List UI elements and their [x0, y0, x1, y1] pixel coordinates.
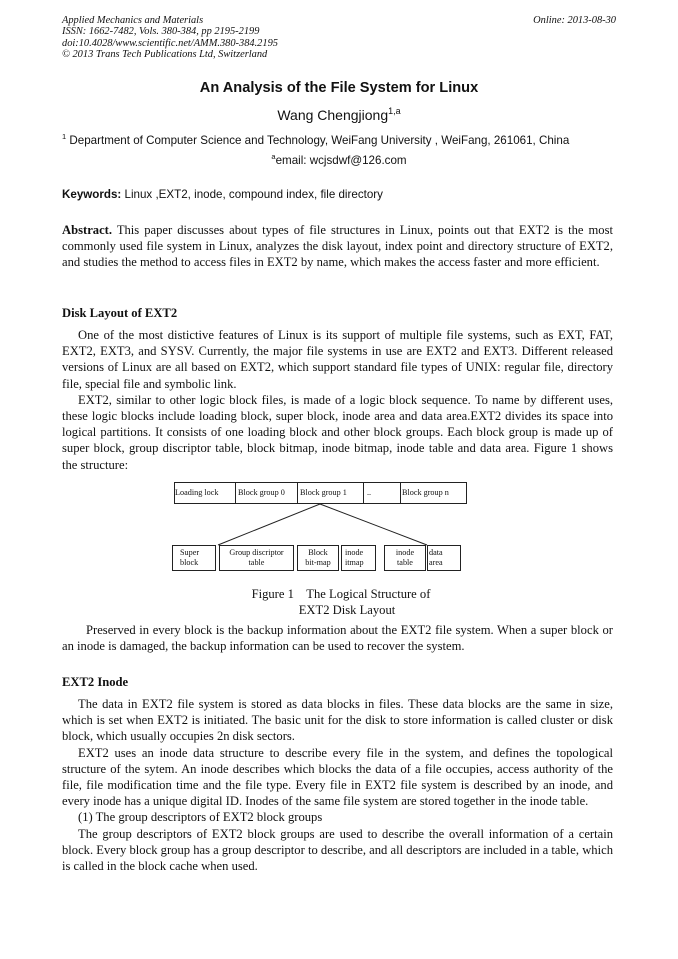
disk-layout-body-continued [62, 622, 613, 654]
paragraph: The data in EXT2 file system is stored as data blocks in files. These data blocks are the same in size, which is set when EXT2 is initiated. The basic unit for the disk to store information is called cluster or disk block, which usually occupies 2n disk sectors. [62, 697, 613, 744]
email-text: email: wcjsdwf@126.com [275, 154, 407, 167]
copyright-line: © 2013 Trans Tech Publications Ltd, Switzerland [62, 48, 268, 60]
block-label: table [397, 557, 413, 567]
diagram-top-block: Loading lock [174, 482, 236, 504]
block-label: area [429, 557, 443, 567]
email-sup: a [271, 152, 276, 161]
keywords-label: Keywords: [62, 188, 122, 201]
section-heading-disk-layout: Disk Layout of EXT2 [62, 306, 178, 320]
abstract-label: Abstract. [62, 223, 113, 237]
keywords-text: Linux ,EXT2, inode, compound index, file directory [124, 188, 383, 201]
block-label: block [180, 557, 199, 567]
block-label: Block [308, 548, 328, 557]
block-label: table [248, 557, 265, 567]
diagram-bottom-block [427, 545, 461, 571]
author-name: Wang Chengjiong [277, 107, 389, 123]
diagram-top-block: .. [363, 482, 401, 504]
figure-caption-line2: EXT2 Disk Layout [298, 603, 396, 617]
paragraph: EXT2 uses an inode data structure to describe every file in the system, and defines the topological structure of the sytem. An inode describes which blocks the data of a file occupies, access authority of the file, file modification time and the file type. Every file in EXT2 file system is described by an inode, and every inode has a unique digital ID. Inodes of the same file system are stored together in the inode table. [62, 745, 613, 809]
section-heading-ext2-inode: EXT2 Inode [62, 675, 129, 689]
paper-title: An Analysis of the File System for Linux [199, 80, 479, 96]
block-label: itmap [345, 557, 364, 567]
paragraph: EXT2, similar to other logic block files, is made of a logic block sequence. To name by different uses, these logic blocks include loading block, super block, inode area and data area.EXT2 divides its space into logical partitions. It consists of one loading block and other block groups. Each block group is made up of super block, group discriptor table, block bitmap, inode bitmap, inode table and data area. Figure 1 shows the structure: [62, 392, 613, 472]
diagram-bottom-block [172, 545, 216, 571]
diagram-bottom-block [384, 545, 426, 571]
paragraph: The group descriptors of EXT2 block groups are used to describe the overall information of a certain block. Every block group has a group descriptor to describe, and all descriptors are included in a table, which is called in the block cache when used. [62, 826, 613, 874]
diagram-top-block: Block group 0 [235, 482, 298, 504]
issn-line: ISSN: 1662-7482, Vols. 380-384, pp 2195-2199 [62, 26, 260, 38]
journal-name: Applied Mechanics and Materials [62, 15, 204, 26]
paragraph: (1) The group descriptors of EXT2 block groups [78, 810, 323, 825]
abstract-text: This paper discusses about types of file structures in Linux, points out that EXT2 is the most commonly used file system in Linux, analyzes the disk layout, index point and directory structure of EXT2, and studies the method to access files in EXT2 by name, which makes the access faster and more efficient. [62, 223, 613, 270]
block-label: Super [180, 548, 200, 557]
affiliation-sup: 1 [62, 132, 67, 141]
paragraph: One of the most distictive features of Linux is its support of multiple file systems, such as EXT, FAT, EXT2, EXT3, and SYSV. Currently, the major file systems in use are EXT2 and EXT3. Different released versions of Linux are all based on EXT2, which support standard file types of UNIX: regular file, directory file, special file and symbolic link. [62, 328, 613, 391]
block-label: Group discriptor [229, 548, 284, 557]
connector-line-left [218, 504, 320, 545]
diagram-top-block: Block group n [400, 482, 467, 504]
author-sup: 1,a [388, 106, 401, 116]
figure-caption [0, 586, 678, 618]
diagram-bottom-block [297, 545, 339, 571]
block-label: bit-map [305, 557, 331, 567]
paragraph: Preserved in every block is the backup information about the EXT2 file system. When a super block or an inode is damaged, the backup information can be used to recover the system. [62, 623, 613, 654]
ext2-inode-body [62, 696, 613, 874]
diagram-bottom-block [219, 545, 294, 571]
block-label: data [429, 548, 443, 557]
connector-line-right [320, 504, 427, 545]
figure-caption-line1: Figure 1 The Logical Structure of [251, 587, 431, 601]
block-label: inode [345, 548, 364, 557]
block-label: inode [395, 548, 415, 557]
online-date: Online: 2013-08-30 [533, 15, 616, 26]
affiliation-text: Department of Computer Science and Technology, WeiFang University , WeiFang, 261061, China [69, 134, 570, 147]
diagram-bottom-block [341, 545, 376, 571]
diagram-top-block: Block group 1 [297, 482, 364, 504]
doi-line: doi:10.4028/www.scientific.net/AMM.380-384.2195 [62, 37, 278, 49]
